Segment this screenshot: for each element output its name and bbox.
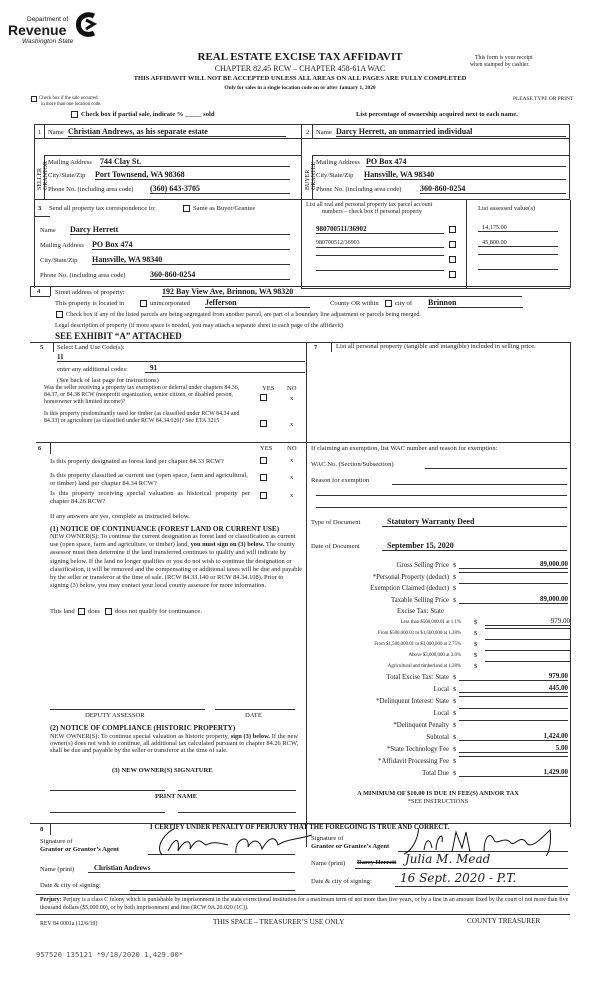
parcel-number-field[interactable] xyxy=(316,270,444,271)
label: If any answers are yes, complete as instructed below. xyxy=(50,513,190,520)
reason-field[interactable] xyxy=(392,484,567,485)
tax-row-label: *State Technology Fee xyxy=(386,746,449,753)
ownership-note: List percentage of ownership acquired next to each name. xyxy=(356,111,518,118)
section-number: 1 xyxy=(38,129,42,136)
label: Date & city of signing: xyxy=(311,878,372,885)
currency-sign: $ xyxy=(453,573,457,581)
tax-row-value[interactable]: 979.00 xyxy=(485,617,570,626)
question: Is this property predominantly used for timber (as classified under RCW 84.34 and 84.33) or agriculture (as classified under RCW 84.34.020)? See ETA 3215 xyxy=(44,411,240,424)
label: numbers – check box if personal property xyxy=(322,209,422,215)
label: Send all property tax correspondence to: xyxy=(49,205,156,212)
notice-text: NEW OWNER(S): To continue special valuation as historic property, sign (3) below. If the new owner(s) does not wish to continue, all additional tax calculated pursuant to chapter 84.26 RCW, shall be due and payable by the seller or transferor at the time of sale. xyxy=(50,733,298,755)
cashier-stamp: 957520 135121 *9/18/2020 1,429.00* xyxy=(36,950,184,959)
tax-row-label: *Personal Property (deduct) xyxy=(372,573,449,581)
grantor-signature[interactable] xyxy=(150,825,315,859)
label: unincorporated xyxy=(150,300,190,307)
label: WAC No. (Section/Subsection) xyxy=(311,461,394,468)
perjury-warning: Perjury: Perjury is a class C felony which is punishable by imprisonment in the state correctional institution for a maximum term of not more than five years, or by a fine in an amount fixed by the court of not more than five thousand dollars ($5,000.00), or by both imprisonment and fine (RCW 9A.20.020 (1C)). xyxy=(40,897,569,911)
legal-description-field[interactable]: SEE EXHIBIT “A” ATTACHED xyxy=(55,331,182,341)
label: DATE xyxy=(245,712,262,719)
currency-sign: $ xyxy=(474,663,478,670)
label: DEPUTY ASSESSOR xyxy=(85,712,145,719)
notice-title: (2) NOTICE OF COMPLIANCE (HISTORIC PROPERTY) xyxy=(50,724,236,732)
label: This property is located in xyxy=(55,300,125,307)
label: This land xyxy=(50,608,75,615)
historical-no-answer[interactable]: x xyxy=(290,492,294,499)
corr-name-field[interactable]: Darcy Herrett xyxy=(70,225,290,235)
label: Mailing Address xyxy=(316,159,360,166)
forest-no-answer[interactable]: x xyxy=(290,457,294,464)
owner-signature-line-2[interactable] xyxy=(178,790,296,791)
personal-property-checkbox[interactable] xyxy=(449,226,456,233)
label: does not qualify for continuance. xyxy=(115,608,202,615)
buyer-side-label: BUYER GRANTEE xyxy=(305,162,317,190)
tax-row-value[interactable]: 1,424.00 xyxy=(459,732,568,741)
county-treasurer: COUNTY TREASURER xyxy=(467,917,541,925)
label: City/State/Zip xyxy=(40,257,78,264)
label: Signature of xyxy=(311,835,344,842)
currency-sign: $ xyxy=(453,674,457,681)
assessed-value-field[interactable] xyxy=(478,254,558,255)
tax-row-label: Above $3,000,000 at 3.0% xyxy=(408,653,461,658)
currency-sign: $ xyxy=(474,641,478,648)
grantee-print-name-struck: Darcy Herrett xyxy=(357,859,397,866)
q1-yes-checkbox[interactable] xyxy=(260,394,267,401)
buyer-mail-field[interactable]: PO Box 474 xyxy=(366,157,566,167)
tax-row-value[interactable] xyxy=(459,696,568,697)
currency-sign: $ xyxy=(474,619,478,626)
label: Date of Document xyxy=(311,543,360,550)
tax-row-label: Local xyxy=(433,710,449,717)
label: Name xyxy=(40,227,56,234)
tax-row-label: Subtotal xyxy=(426,734,449,741)
label: If claiming an exemption, list WAC number and reason for exemption: xyxy=(311,445,498,452)
question: Is this property classified as current use (open space, farm and agricultural, or timber) land per chapter 84.34 RCW? xyxy=(50,472,248,487)
corr-phone-field[interactable]: 360-860-0254 xyxy=(150,270,290,280)
parcel-number-field[interactable]: 980700512/36903 xyxy=(316,240,444,248)
document-type-field[interactable]: Statutory Warranty Deed xyxy=(382,517,567,527)
excise-header: Excise Tax: State xyxy=(397,608,444,615)
label: Phone No. (including area code) xyxy=(316,186,402,193)
label: List all personal property (tangible and intangible) included in selling price. xyxy=(336,343,536,350)
notice-title: (1) NOTICE OF CONTINUANCE (FOREST LAND OR CURRENT USE) xyxy=(50,525,280,533)
tax-row-label: *Affidavit Processing Fee xyxy=(378,758,449,765)
certify-statement: I CERTIFY UNDER PENALTY OF PERJURY THAT THE FOREGOING IS TRUE AND CORRECT. xyxy=(150,824,450,831)
personal-property-checkbox[interactable] xyxy=(449,271,456,278)
label: Reason for exemption xyxy=(311,477,370,484)
street-address-field[interactable]: 192 Bay View Ave, Brinnon, WA 98320 xyxy=(162,287,522,297)
seller-city-field[interactable]: Port Townsend, WA 98368 xyxy=(95,170,290,180)
currency-sign: $ xyxy=(453,770,457,777)
seller-name-field[interactable]: Christian Andrews, as his separate estate xyxy=(68,127,286,137)
tax-row-value[interactable] xyxy=(459,572,568,573)
grantor-date-field[interactable] xyxy=(130,890,295,891)
tax-row-label: From $500,000.01 to $1,500,000 at 1.28% xyxy=(377,631,461,636)
tax-row-value[interactable]: 1,429.00 xyxy=(459,768,568,777)
owner-signature-line[interactable] xyxy=(50,790,165,791)
question: Was the seller receiving a property tax exemption or deferral under chapters 84.36, 84.37, or 84.38 RCW (nonprofit organization, senior citizen, or disabled person, homeowner with limited income)? xyxy=(44,385,240,405)
multi-location-label: Check box if the sale occurred xyxy=(39,96,98,101)
label: Signature of xyxy=(40,838,73,845)
receipt-note-1: This form is your receipt xyxy=(475,55,533,61)
type-or-print: PLEASE TYPE OR PRINT xyxy=(513,96,574,102)
chapter: CHAPTER 82.45 RCW – CHAPTER 458-61A WAC xyxy=(214,64,386,73)
q1-no-answer[interactable]: x xyxy=(290,395,294,402)
grantor-print-name[interactable]: Christian Andrews xyxy=(88,864,295,873)
label: City/State/Zip xyxy=(48,172,86,179)
parcel-number-field[interactable]: 980700511/36902 xyxy=(316,225,444,234)
seller-phone-field[interactable]: (360) 643-3705 xyxy=(150,184,290,194)
personal-property-checkbox[interactable] xyxy=(449,241,456,248)
see-instructions: *SEE INSTRUCTIONS xyxy=(407,798,469,805)
tax-row-label: Local xyxy=(433,686,449,693)
label: Street address of property: xyxy=(55,289,125,296)
only-for: Only for sales in a single location code on or after January 1, 2020 xyxy=(224,85,376,91)
label: Same as Buyer/Grantee xyxy=(193,205,256,212)
buyer-city-field[interactable]: Hansville, WA 98340 xyxy=(364,170,566,180)
label: Name xyxy=(316,129,332,136)
question: Is this property receiving special valuation as historical property per chapter 84.26 RCW? xyxy=(50,490,250,505)
tax-row-value[interactable] xyxy=(459,720,568,721)
label: Name (print) xyxy=(40,866,75,873)
label: city of xyxy=(395,300,413,307)
currency-sign: $ xyxy=(453,596,457,604)
currency-sign: $ xyxy=(474,652,478,659)
same-as-buyer-checkbox[interactable] xyxy=(183,205,190,212)
multi-location-label-2: in more than one location code. xyxy=(41,102,102,107)
logo-line1: Department of xyxy=(27,16,69,23)
city-checkbox[interactable] xyxy=(385,300,392,307)
currency-sign: $ xyxy=(453,562,457,569)
label: Name (print) xyxy=(311,860,346,867)
label: Date & city of signing: xyxy=(40,882,101,889)
label: Mailing Address xyxy=(48,159,92,166)
question: Is this property designated as forest land per chapter 84.33 RCW? xyxy=(50,458,224,465)
grantee-print-name[interactable]: Julia M. Mead xyxy=(405,852,491,866)
currency-sign: $ xyxy=(453,758,457,765)
currency-sign: $ xyxy=(453,734,457,741)
personal-property-checkbox[interactable] xyxy=(449,256,456,263)
print-name-line-2[interactable] xyxy=(178,812,296,813)
q2-yes-checkbox[interactable] xyxy=(260,420,267,427)
seller-mail-field[interactable]: 744 Clay St. xyxy=(100,157,290,167)
label: (See back of last page for instructions) xyxy=(57,377,159,384)
label: NO xyxy=(287,445,297,452)
current-use-no-answer[interactable]: x xyxy=(290,474,294,481)
currency-sign: $ xyxy=(474,630,478,637)
assessed-value-field[interactable]: 14,175.00 xyxy=(478,224,558,232)
buyer-name-field[interactable]: Darcy Herrett, an unmarried individual xyxy=(336,127,566,137)
currency-sign: $ xyxy=(453,710,457,717)
tax-row-label: From $1,500,000.01 to $3,000,000 at 2.75% xyxy=(374,642,461,647)
historical-yes-checkbox[interactable] xyxy=(260,492,267,499)
logo-line3: Washington State xyxy=(22,38,74,45)
label: List all real and personal property tax parcel account xyxy=(306,202,433,208)
tax-row-value[interactable] xyxy=(459,708,568,709)
dor-logo-icon xyxy=(74,12,98,38)
document-date-field[interactable]: September 15, 2020 xyxy=(382,541,567,551)
warning: THIS AFFIDAVIT WILL NOT BE ACCEPTED UNLESS ALL AREAS ON ALL PAGES ARE FULLY COMPLETED xyxy=(133,75,467,82)
tax-row-label: Gross Selling Price xyxy=(396,562,449,569)
label: YES xyxy=(260,445,273,452)
label: (3) NEW OWNER(S) SIGNATURE xyxy=(112,767,213,774)
label: Type of Document xyxy=(311,519,361,526)
buyer-phone-field[interactable]: 360-860-0254 xyxy=(420,184,566,194)
label: does xyxy=(88,608,101,615)
land-use-code-field[interactable]: 11 xyxy=(57,353,305,362)
label: Check box if any of the listed parcels are being segregated from another parcel, are part of a boundary line adjustment or parcels being merged. xyxy=(66,311,421,318)
wac-field[interactable] xyxy=(425,468,567,469)
unincorporated-checkbox[interactable] xyxy=(140,300,147,307)
tax-row-value[interactable] xyxy=(459,583,568,584)
section-number: 7 xyxy=(314,344,318,351)
label: PRINT NAME xyxy=(155,793,198,800)
tax-row-value[interactable] xyxy=(459,756,568,757)
label: Legal description of property (if more space is needed, you may attach a separate sheet to each page of the affidavit) xyxy=(55,322,343,329)
currency-sign: $ xyxy=(453,585,457,592)
section-number: 5 xyxy=(40,344,44,351)
currency-sign: $ xyxy=(453,722,457,729)
currency-sign: $ xyxy=(453,746,457,753)
label: Grantor or Grantor’s Agent xyxy=(40,846,119,853)
assessed-value-field[interactable] xyxy=(478,269,558,270)
deputy-signature-line[interactable] xyxy=(50,709,205,710)
tax-row-value[interactable]: 445.00 xyxy=(459,684,568,693)
label: Phone No. (including area code) xyxy=(48,186,134,193)
forest-yes-checkbox[interactable] xyxy=(260,457,267,464)
current-use-yes-checkbox[interactable] xyxy=(260,474,267,481)
label: County OR within xyxy=(330,300,379,307)
section-number: 3 xyxy=(38,205,42,212)
receipt-note-2: when stamped by cashier. xyxy=(470,62,530,68)
tax-row-label: *Delinquent Interest: State xyxy=(376,698,449,705)
treasurer-use-note: THIS SPACE – TREASURER’S USE ONLY xyxy=(213,918,345,926)
label: Grantee or Grantee’s Agent xyxy=(311,843,390,850)
form-revision: REV 84 0001a (12/6/19) xyxy=(40,921,98,927)
tax-row-value[interactable]: 979.00 xyxy=(459,672,568,681)
label: Name xyxy=(48,129,64,136)
section-number: 4 xyxy=(37,288,41,295)
county-field[interactable]: Jefferson xyxy=(205,298,310,308)
tax-row-label: *Delinquent Penalty xyxy=(393,722,449,729)
tax-row-label: Less than $500,000.01 at 1.1% xyxy=(400,620,461,625)
segregated-checkbox[interactable] xyxy=(56,311,63,318)
currency-sign: $ xyxy=(453,686,457,693)
section-number: 6 xyxy=(38,445,42,452)
seller-side-label: SELLER GRANTOR xyxy=(37,161,49,190)
label: List assessed value(s) xyxy=(478,205,536,212)
page-title: REAL ESTATE EXCISE TAX AFFIDAVIT xyxy=(197,51,403,63)
assessed-value-field[interactable]: 45,800.00 xyxy=(478,239,558,247)
tax-row-value[interactable] xyxy=(485,661,570,662)
tax-row-label: Taxable Selling Price xyxy=(390,596,449,604)
section-number: 8 xyxy=(40,826,44,833)
tax-row-label: Total Due xyxy=(422,770,449,777)
label: Mailing Address xyxy=(40,242,84,249)
minimum-note: A MINIMUM OF $10.00 IS DUE IN FEE(S) AND/OR TAX xyxy=(357,790,519,797)
corr-mail-field[interactable]: PO Box 474 xyxy=(92,240,290,250)
tax-row-value[interactable]: 89,000.00 xyxy=(459,595,568,604)
label: City/State/Zip xyxy=(316,172,354,179)
city-field[interactable]: Brinnon xyxy=(428,298,523,308)
date-line[interactable] xyxy=(215,709,295,710)
tax-row-label: Agricultural and timberland at 1.28% xyxy=(387,664,461,669)
tax-row-label: Total Excise Tax: State xyxy=(386,674,449,681)
tax-row-value[interactable] xyxy=(485,639,570,640)
label: Phone No. (including area code) xyxy=(40,272,126,279)
tax-row-value[interactable]: 89,000.00 xyxy=(459,560,568,569)
tax-row-value[interactable] xyxy=(485,650,570,651)
tax-row-value[interactable]: 5.00 xyxy=(459,744,568,753)
label: NO xyxy=(287,385,297,392)
multi-location-checkbox[interactable] xyxy=(31,96,37,102)
section-number: 2 xyxy=(306,129,310,136)
partial-sale-checkbox[interactable] xyxy=(71,111,78,118)
notice-text: NEW OWNER(S): To continue the current designation as forest land or classification as current use (open space, farm and agriculture, or timber) land, you must sign on (3) below. The county assessor must then determine if the land transferred continues to qualify and will indicate by signing below. If the land no longer qualifies or you do not wish to continue the designation or classification, it will be removed and the compensating or additional taxes will be due and payable by the seller or transferor at the time of sale. (RCW 84.33.140 or RCW 84.34.108). Prior to signing (3) below, you may contact your local county assessor for more information. xyxy=(50,533,302,590)
does-qualify-checkbox[interactable] xyxy=(78,608,85,615)
additional-codes-field[interactable]: 91 xyxy=(145,364,305,373)
partial-sale-label: Check box if partial sale, indicate % _____ sold xyxy=(81,111,215,118)
label: Select Land Use Code(s): xyxy=(57,344,125,351)
tax-row-label: Exemption Claimed (deduct) xyxy=(370,585,449,592)
parcel-number-field[interactable] xyxy=(316,255,444,256)
label: YES xyxy=(262,385,275,392)
q2-no-answer[interactable]: x xyxy=(290,421,294,428)
logo-line2: Revenue xyxy=(8,22,67,38)
corr-city-field[interactable]: Hansville, WA 98340 xyxy=(92,255,290,265)
grantee-date-field[interactable]: 16 Sept. 2020 - P.T. xyxy=(400,871,517,885)
currency-sign: $ xyxy=(453,698,457,705)
does-not-qualify-checkbox[interactable] xyxy=(105,608,112,615)
print-name-line[interactable] xyxy=(50,812,165,813)
label: enter any additional codes: xyxy=(57,366,128,373)
tax-row-value[interactable] xyxy=(485,628,570,629)
